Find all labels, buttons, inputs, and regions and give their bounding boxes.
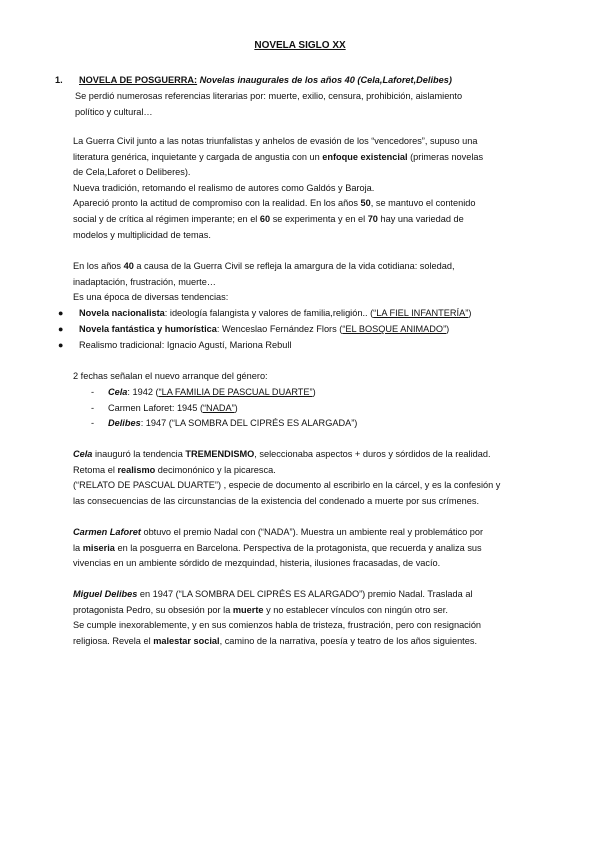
bullet-icon: ● [58, 308, 64, 318]
decade-40-paragraph [73, 259, 533, 306]
bullet-icon: ● [58, 340, 64, 350]
dash-icon: - [91, 418, 95, 428]
text-line: de Cela,Laforet o Deliberes). [73, 167, 191, 178]
text-line: Cela inauguró la tendencia TREMENDISMO, seleccionaba aspectos + duros y sórdidos de la realidad. [73, 449, 491, 459]
text-line: las consecuencias de las circunstancias de la existencia del condenado a muerte por sus crímenes. [73, 495, 480, 506]
intro-line: político y cultural… [75, 106, 153, 117]
text-line: La Guerra Civil junto a las notas triunfalistas y anhelos de evasión de los “vencedores”, supuso una [73, 136, 478, 146]
list-item: Carmen Laforet: 1945 (“NADA”) [108, 403, 238, 413]
text-line: Apareció pronto la actitud de compromiso con la realidad. En los años 50, se mantuvo el contenido [73, 198, 476, 209]
text-line: inadaptación, frustración, muerte… [73, 276, 216, 287]
dash-icon: - [91, 387, 95, 397]
cela-paragraph [73, 447, 533, 509]
dates-intro: 2 fechas señalan el nuevo arranque del género: [73, 371, 268, 381]
section-heading [79, 73, 539, 89]
text-line: Retoma el realismo decimonónico y la picaresca. [73, 464, 276, 475]
text-line: Se cumple inexorablemente, y en sus comienzos habla de tristeza, frustración, pero con resignación [73, 620, 482, 631]
text-line: Es una época de diversas tendencias: [73, 292, 229, 303]
text-line: literatura genérica, inquietante y cargada de angustia con un enfoque existencial (primeras novelas [73, 151, 484, 162]
section-number: 1. [55, 75, 63, 85]
laforet-paragraph [73, 525, 533, 572]
delibes-paragraph [73, 587, 533, 649]
text-line: protagonista Pedro, su obsesión por la muerte y no establecer vínculos con ningún otro ser. [73, 604, 448, 615]
dash-icon: - [91, 403, 95, 413]
text-line: social y de crítica al régimen imperante; en el 60 se experimenta y en el 70 hay una variedad de [73, 213, 464, 224]
list-item: Novela fantástica y humorística: Wenceslao Fernández Flors (“EL BOSQUE ANIMADO”) [79, 324, 450, 334]
text-line: Nueva tradición, retomando el realismo de autores como Galdós y Baroja. [73, 182, 375, 193]
bullet-icon: ● [58, 324, 64, 334]
list-item: Novela nacionalista: ideología falangista y valores de familia,religión.. (“LA FIEL INFANTERÍA”) [79, 308, 472, 318]
section-heading-label: NOVELA DE POSGUERRA: [79, 75, 198, 85]
text-line: la miseria en la posguerra en Barcelona. Perspectiva de la protagonista, que recuerda y analiza sus [73, 542, 482, 553]
text-line: vivencias en un ambiente sórdido de mezquindad, histeria, ilusiones fracasadas, de vacío. [73, 558, 441, 569]
section-subheading: Novelas inaugurales de los años 40 (Cela,Laforet,Delibes) [199, 75, 452, 85]
intro-paragraph [75, 89, 535, 120]
text-line: (“RELATO DE PASCUAL DUARTE”) , especie de documento al escribirlo en la cárcel, y es la confesión y [73, 480, 501, 491]
text-line: modelos y multiplicidad de temas. [73, 229, 211, 240]
list-item: Cela: 1942 (“LA FAMILIA DE PASCUAL DUARTE”) [108, 387, 316, 397]
list-item: Realismo tradicional: Ignacio Agustí, Mariona Rebull [79, 340, 292, 350]
list-item: Delibes: 1947 (“LA SOMBRA DEL CIPRÉS ES ALARGADA”) [108, 418, 358, 428]
text-line: religiosa. Revela el malestar social, camino de la narrativa, poesía y teatro de los años siguientes. [73, 635, 477, 646]
page-title: NOVELA SIGLO XX [254, 40, 346, 51]
text-line: En los años 40 a causa de la Guerra Civil se refleja la amargura de la vida cotidiana: soledad, [73, 261, 455, 271]
text-line: Carmen Laforet obtuvo el premio Nadal con (“NADA”). Muestra un ambiente real y problemático por [73, 527, 484, 537]
text-line: Miguel Delibes en 1947 (“LA SOMBRA DEL CIPRÉS ES ALARGADO”) premio Nadal. Traslada al [73, 589, 473, 599]
intro-line: Se perdió numerosas referencias literarias por: muerte, exilio, censura, prohibición, aislamiento [75, 91, 463, 101]
context-paragraph [73, 134, 533, 243]
